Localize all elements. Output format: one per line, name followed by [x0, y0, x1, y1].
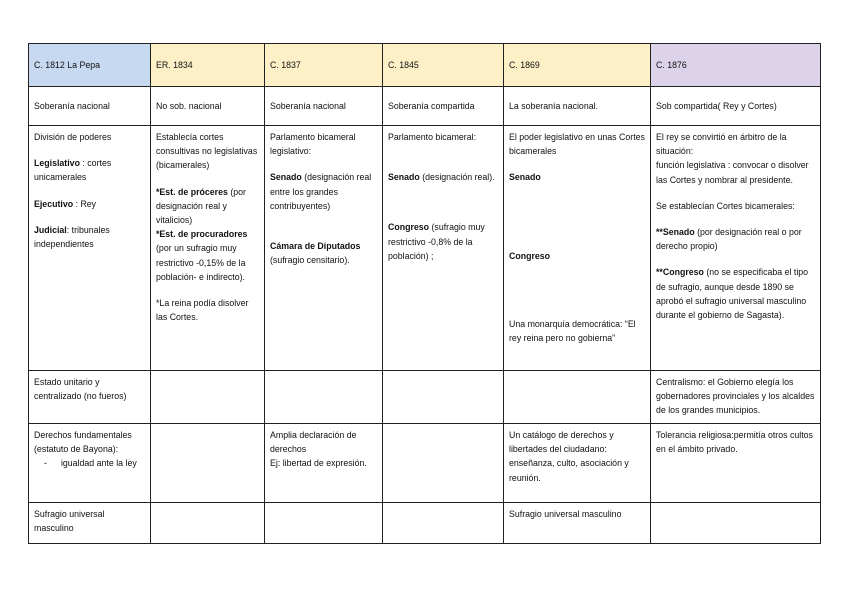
congreso-text: (no se especificaba el tipo de sufragio, aunque desde 1890 se aprobó el sufragio universal masculino durante el gobierno de Sagasta).: [656, 267, 809, 321]
derechos-ejemplo: Ej: libertad de expresión.: [270, 458, 367, 469]
header-c1837: C. 1837: [265, 44, 383, 87]
estado-c1837: [265, 371, 383, 424]
cortes-bicamerales: Se establecían Cortes bicamerales:: [656, 200, 795, 211]
congreso-entry: [656, 265, 815, 322]
senado-label: Senado: [388, 172, 420, 183]
senado-text: (designación real).: [419, 172, 495, 183]
ejecutivo-text: : Rey: [73, 198, 97, 209]
senado-entry: [656, 225, 815, 253]
camara-text: (sufragio censitario).: [270, 255, 350, 266]
estado-er1834: [151, 371, 265, 424]
list-item: - igualdad ante la ley: [62, 456, 145, 470]
legislativo-intro: El poder legislativo en unas Cortes bicamerales: [509, 132, 645, 157]
powers-c1869: [504, 126, 651, 371]
derechos-c1876: Tolerancia religiosa:permitía otros cultos en el ámbito privado.: [651, 424, 821, 503]
sufragio-c1837: [265, 503, 383, 544]
congreso-text: (sufragio muy restrictivo -0,8% de la población) ;: [388, 222, 485, 261]
ejecutivo-entry: [34, 197, 145, 211]
derechos-row: [29, 424, 821, 503]
powers-c1845: [383, 126, 504, 371]
parlamento-intro: Parlamento bicameral legislativo:: [270, 132, 356, 157]
senado-text: (por designación real o por derecho propio): [656, 227, 802, 252]
sovereignty-c1837: Soberanía nacional: [265, 87, 383, 126]
derechos-c1812: [29, 424, 151, 503]
header-er1834: ER. 1834: [151, 44, 265, 87]
derechos-list: [34, 456, 145, 470]
powers-c1876: [651, 126, 821, 371]
congreso-label: Congreso: [509, 250, 551, 261]
camara-label: Cámara de Diputados: [270, 241, 361, 252]
reina-note: *La reina podía disolver las Cortes.: [156, 298, 249, 323]
senado-entry: [270, 170, 377, 213]
judicial-label: Judicial: [34, 224, 67, 235]
header-c1845: C. 1845: [383, 44, 504, 87]
proceres-text: (por designación real y vitalicios): [156, 186, 246, 226]
procuradores-label: *Est. de procuradores: [156, 229, 248, 240]
monarquia-note: Una monarquía democrática: “El rey reina pero no gobierna”: [509, 318, 636, 344]
congreso-entry: [509, 249, 645, 263]
procuradores-text: (por un sufragio muy restrictivo -0,15% de la población- e indirecto).: [156, 243, 246, 282]
judicial-entry: [34, 223, 145, 251]
header-row: [29, 44, 821, 87]
cortes-intro: Establecía cortes consultivas no legislativas (bicamerales): [156, 132, 258, 171]
legislativo-entry: [34, 156, 145, 184]
judicial-text: : tribunales independientes: [34, 224, 110, 250]
ejecutivo-label: Ejecutivo: [34, 198, 74, 209]
sufragio-c1812: Sufragio universal masculino: [29, 503, 151, 544]
congreso-label: **Congreso: [656, 267, 704, 278]
sovereignty-row: [29, 87, 821, 126]
powers-c1812: [29, 126, 151, 371]
header-c1869: C. 1869: [504, 44, 651, 87]
sovereignty-c1812: Soberanía nacional: [29, 87, 151, 126]
sovereignty-er1834: No sob. nacional: [151, 87, 265, 126]
funcion-legislativa: función legislativa : convocar o disolver las Cortes y nombrar al presidente.: [656, 160, 809, 185]
derechos-er1834: [151, 424, 265, 503]
procuradores-entry: [156, 227, 259, 284]
sovereignty-c1869: La soberanía nacional.: [504, 87, 651, 126]
sovereignty-c1845: Soberanía compartida: [383, 87, 504, 126]
sufragio-er1834: [151, 503, 265, 544]
senado-entry: [509, 170, 645, 184]
derechos-c1837: [265, 424, 383, 503]
sufragio-row: [29, 503, 821, 544]
camara-entry: [270, 239, 377, 267]
estado-c1876: Centralismo: el Gobierno elegía los gobernadores provinciales y los alcaldes de los grandes municipios.: [651, 371, 821, 424]
senado-entry: [388, 170, 498, 184]
derechos-intro: Derechos fundamentales (estatuto de Bayona):: [34, 430, 132, 455]
powers-er1834: [151, 126, 265, 371]
legislativo-text: : cortes unicamerales: [34, 158, 112, 183]
powers-c1837: [265, 126, 383, 371]
header-c1812: C. 1812 La Pepa: [29, 44, 151, 87]
parlamento-intro: Parlamento bicameral:: [388, 132, 477, 142]
proceres-entry: [156, 185, 259, 228]
proceres-label: *Est. de próceres: [156, 186, 228, 197]
senado-label: Senado: [509, 172, 541, 183]
sufragio-c1845: [383, 503, 504, 544]
constitutions-table: [28, 43, 821, 544]
senado-label: Senado: [270, 172, 302, 183]
powers-intro: División de poderes: [34, 132, 112, 142]
powers-row: [29, 126, 821, 371]
sovereignty-c1876: Sob compartida( Rey y Cortes): [651, 87, 821, 126]
estado-c1869: [504, 371, 651, 424]
congreso-entry: [388, 220, 498, 263]
senado-label: **Senado: [656, 227, 695, 238]
congreso-label: Congreso: [388, 222, 430, 233]
derechos-c1869: Un catálogo de derechos y libertades del ciudadano: enseñanza, culto, asociación y reunión.: [504, 424, 651, 503]
legislativo-label: Legislativo: [34, 158, 80, 169]
estado-row: [29, 371, 821, 424]
estado-c1812: Estado unitario y centralizado (no fueros): [29, 371, 151, 424]
senado-text: (designación real entre los grandes contribuyentes): [270, 172, 372, 211]
estado-c1845: [383, 371, 504, 424]
arbitro-intro: El rey se convirtió en árbitro de la situación:: [656, 132, 787, 157]
sufragio-c1869: Sufragio universal masculino: [504, 503, 651, 544]
sufragio-c1876: [651, 503, 821, 544]
header-c1876: C. 1876: [651, 44, 821, 87]
derechos-c1845: [383, 424, 504, 503]
derechos-declaracion: Amplia declaración de derechos: [270, 430, 357, 455]
